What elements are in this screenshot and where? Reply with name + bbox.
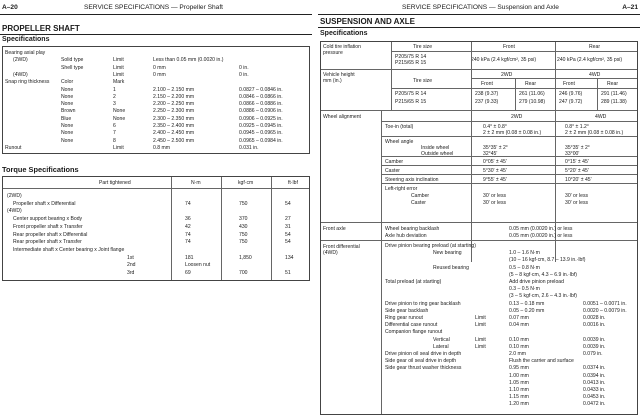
diff-limit: Limit — [475, 343, 486, 350]
diff-metric: (10 – 16 kgf·cm, 8.7 – 13.9 in.·lbf) — [509, 257, 586, 264]
torque-table — [2, 176, 310, 281]
diff-limit: Limit — [475, 322, 486, 329]
alignment-2wd: 32°45' — [483, 151, 498, 157]
vehicle-height-label: Vehicle height — [323, 72, 355, 78]
spec-limit: 1 — [113, 86, 116, 93]
diff-imperial: 0.0472 in. — [583, 401, 606, 408]
torque-title: Torque Specifications — [2, 165, 79, 174]
alignment-item: Steering axis inclination — [385, 177, 439, 183]
diff-imperial: 0.079 in. — [583, 351, 603, 357]
alignment-4wd: 2 ± 2 mm (0.08 ± 0.08 in.) — [565, 130, 624, 136]
torque-kgf: 1,850 — [239, 254, 252, 261]
spec-type: None — [61, 93, 74, 100]
diff-item: Vertical — [433, 336, 450, 343]
alignment-4wd: 5°20' ± 45' — [565, 168, 589, 174]
diff-limit: Limit — [475, 336, 486, 343]
diff-item: Side gear thrust washer thickness — [385, 365, 462, 372]
height-2wd-front: 237 (9.33) — [475, 99, 499, 105]
torque-ftlbf: 27 — [285, 216, 291, 223]
spec-metric: 2.250 – 2.300 mm — [153, 108, 195, 115]
diff-item: New bearing — [433, 250, 462, 257]
spec-metric: 2.300 – 2.350 mm — [153, 115, 195, 122]
left-page — [0, 0, 312, 416]
diff-metric: 0.10 mm — [509, 336, 529, 343]
spec-imperial: 0.0886 – 0.0906 in. — [239, 108, 283, 115]
col-kgf: kgf·cm — [238, 180, 254, 186]
alignment-item: Camber — [411, 193, 430, 199]
alignment-4wd: 30' or less — [565, 193, 589, 199]
diff-metric: 1.20 mm — [509, 401, 529, 408]
diff-limit: Limit — [475, 315, 486, 321]
torque-nm: 181 — [185, 254, 194, 261]
diff-metric: 0.10 mm — [509, 343, 529, 350]
alignment-item: Outside wheel — [421, 151, 454, 157]
diff-item: Total preload (at starting) — [385, 279, 442, 285]
spec-metric: Less than 0.05 mm (0.0020 in.) — [153, 57, 224, 64]
spec-limit: 8 — [113, 137, 116, 144]
torque-nm: Loosen nut — [185, 262, 211, 269]
spec-label: (2WD) — [13, 57, 28, 64]
spec-imperial: 0.0906 – 0.0925 in. — [239, 115, 283, 122]
page-number: A–20 — [2, 4, 18, 11]
spec-metric: 2.150 – 2.200 mm — [153, 93, 195, 100]
diff-metric: (3 – 5 kgf·cm, 2.6 – 4.3 in.·lbf) — [509, 293, 577, 300]
spec-metric: 2.100 – 2.150 mm — [153, 86, 195, 93]
alignment-item: Wheel angle — [385, 139, 414, 145]
torque-part: Rear propeller shaft x Transfer — [13, 239, 82, 246]
front-pressure: 240 kPa (2.4 kgf/cm², 35 psi) — [471, 57, 537, 63]
diff-item: Companion flange runout — [385, 329, 443, 336]
torque-part: Front propeller shaft x Transfer — [13, 223, 83, 230]
suspension-spec-table: Cold tire inflation pressure Tire size Front Rear P205/75 R 14 P215/65 R 15 240 kPa (2.4 kgf/cm², 35 psi) 240 kPa (2.4 kgf/cm², 35 psi) Vehicle height mm (in.) Tire size 2WD 4WD Front Rear Front Rear P205/75 R 14 238 (9.37) 261 (11.06) 246 (9.76) 291 (11.46) P215/65 R 15 237 (9.33) 279 (10.98) 247 (9.72) 289 (11.38) Wheel alignment 2WD 4WD Toe-in (total) 0.4° ± 0.8° 0.8° ± 1.2° 2 ± 2 mm (0.08 ± 0.08 in.) 2 ± 2 mm (0.08 ± 0.08 in.) Wheel angle Inside wheel 35°35' ± 2° 35°35' ± 2° Outside wheel 32°45' 33°00' Camber 0°05' ± 45' 0°15' ± 45' Caster 5°30' ± 45' 5°20' ± 45' Steering axis inclination 9°55' ± 45' 10°20' ± 45' Left-right error Camber 30' or less 30' or less Caster 30' or less 30' or less Front axle Wheel bearing backlash 0.05 mm (0.0020 in.) or less Axle hub deviation 0.05 mm (0.0020 in.) or less Front differential (4WD) Drive pinion bearing preload (at starting) New bearing 1.0 – 1.6 N·m (10 – 16 kgf·cm, 8.7 – 13.9 in.·lbf) Reused bearing 0.5 – 0.8 N·m (5 – 8 kgf·cm, 4.3 – 6.9 in.·lbf) Total preload (at starting) Add drive pinion preload 0.3 – 0.5 N·m (3 – 5 kgf·cm, 2.6 – 4.3 in.·lbf) Drive pinion to ring gear backlash 0.13 – 0.18 mm 0.0051 – 0.0071 in. Side gear backlash 0.05 – 0.20 mm 0.0020 – 0.0079 in. Ring gear runout Limit 0.07 mm 0.0028 in. Differential case runout Limit 0.04 mm 0.0016 in. Companion flange runout Vertical Limit 0.10 mm 0.0039 in. Lateral Limit 0.10 mm 0.0039 in. Drive pinion oil seal drive in depth 2.0 mm 0.079 in. Side gear oil seal drive in depth Flush the carrier and surface Side gear thrust washer thickness 0.95 mm 0.0374 in. 1.00 mm 0.0394 in. 1.05 mm 0.0413 in. 1.10 mm 0.0433 in. 1.15 mm 0.0453 in. 1.20 mm 0.0472 in. — [320, 41, 638, 415]
torque-ftlbf: 54 — [285, 231, 291, 238]
diff-item: Reused bearing — [433, 264, 469, 271]
alignment-4wd: 10°20' ± 45' — [565, 177, 592, 183]
torque-ftlbf: 51 — [285, 270, 291, 276]
section-title: SUSPENSION AND AXLE — [320, 17, 415, 26]
spec-label: Runout — [5, 144, 22, 151]
front-diff-label: Front differential — [323, 244, 360, 250]
torque-ftlbf: 134 — [285, 254, 294, 261]
axle-value: 0.05 mm (0.0020 in.) or less — [509, 233, 573, 239]
header-rule — [318, 14, 640, 15]
diff-metric: 0.5 – 0.8 N·m — [509, 264, 540, 271]
diff-imperial: 0.0394 in. — [583, 372, 606, 379]
diff-metric: 2.0 mm — [509, 351, 526, 357]
diff-metric: Add drive pinion preload — [509, 279, 564, 285]
spec-limit: None — [113, 108, 126, 115]
diff-metric: 0.05 – 0.20 mm — [509, 307, 545, 314]
torque-kgf: 370 — [239, 216, 248, 223]
diff-metric: 0.95 mm — [509, 365, 529, 372]
diff-imperial: 0.0433 in. — [583, 387, 606, 393]
torque-part: 2nd — [127, 262, 136, 269]
diff-metric: Flush the carrier and surface — [509, 358, 574, 365]
alignment-4wd: 33°00' — [565, 151, 580, 157]
tire-size-head: Tire size — [413, 44, 433, 50]
alignment-4wd: 30' or less — [565, 200, 589, 206]
torque-part: 3rd — [127, 270, 135, 276]
alignment-4wd: 35°35' ± 2° — [565, 145, 590, 151]
alignment-2wd: 5°30' ± 45' — [483, 168, 507, 174]
spec-metric: 0 mm — [153, 71, 166, 78]
height-2wd-rear: 261 (11.06) — [519, 91, 545, 97]
spec-imperial: 0.0827 – 0.0846 in. — [239, 86, 283, 93]
running-header: SERVICE SPECIFICATIONS — Suspension and Axle — [402, 4, 559, 11]
height-tire-size: P205/75 R 14 — [395, 91, 427, 97]
diff-imperial: 0.0374 in. — [583, 365, 606, 372]
diff-item: Drive pinion bearing preload (at starting) — [385, 243, 476, 249]
torque-kgf: 700 — [239, 270, 248, 276]
diff-imperial: 0.0039 in. — [583, 343, 606, 350]
spec-type: Shell type — [61, 64, 84, 71]
torque-part: Intermediate shaft x Center bearing x Joint flange — [13, 246, 125, 253]
diff-item: Ring gear runout — [385, 315, 423, 321]
alignment-4wd: 0°15' ± 45' — [565, 159, 589, 165]
front-axle-label: Front axle — [323, 226, 346, 232]
torque-kgf: 430 — [239, 223, 248, 230]
diff-imperial: 0.0051 – 0.0071 in. — [583, 300, 627, 307]
spec-imperial: 0.0945 – 0.0965 in. — [239, 130, 283, 137]
alignment-item: Left-right error — [385, 186, 418, 192]
spec-limit: Mark — [113, 79, 125, 86]
alignment-item: Caster — [385, 168, 401, 174]
diff-item: Drive pinion to ring gear backlash — [385, 300, 461, 307]
diff-imperial: 0.0020 – 0.0079 in. — [583, 307, 627, 314]
diff-metric: 1.05 mm — [509, 379, 529, 386]
height-2wd-front: 238 (9.37) — [475, 91, 499, 97]
diff-imperial: 0.0016 in. — [583, 322, 606, 329]
spec-imperial: 0.0846 – 0.0866 in. — [239, 93, 283, 100]
torque-nm: 36 — [185, 216, 191, 223]
spec-metric: 2.400 – 2.450 mm — [153, 130, 195, 137]
alignment-2wd: 0°05' ± 45' — [483, 159, 507, 165]
spec-type: Brown — [61, 108, 76, 115]
alignment-item: Camber — [385, 159, 404, 165]
spec-metric: 2.200 – 2.250 mm — [153, 101, 195, 108]
col-part: Part tightened — [99, 180, 131, 186]
diff-metric: 0.07 mm — [509, 315, 529, 321]
spec-limit: 6 — [113, 123, 116, 129]
axle-item: Axle hub deviation — [385, 233, 427, 239]
section-rule — [0, 34, 312, 35]
diff-item: Side gear oil seal drive in depth — [385, 358, 457, 365]
spec-limit: None — [113, 115, 126, 122]
diff-imperial: 0.0413 in. — [583, 379, 606, 386]
torque-part: 1st — [127, 254, 134, 261]
spec-type: None — [61, 123, 74, 129]
rear-head: Rear — [589, 44, 601, 50]
spec-type: Color — [61, 79, 74, 86]
height-4wd-front: 247 (9.72) — [559, 99, 583, 105]
torque-nm: 69 — [185, 270, 191, 276]
height-tire-size: P215/65 R 15 — [395, 99, 427, 105]
torque-ftlbf: 54 — [285, 200, 291, 207]
spec-imperial: 0 in. — [239, 64, 249, 71]
col-ftlbf: ft·lbf — [288, 180, 298, 186]
spec-limit: Limit — [113, 71, 124, 78]
spec-imperial: 0 in. — [239, 71, 249, 78]
cold-tire-label: Cold tire inflation — [323, 44, 361, 50]
torque-part: (2WD) — [7, 193, 22, 199]
torque-ftlbf: 31 — [285, 223, 291, 230]
diff-item: Differential case runout — [385, 322, 438, 329]
alignment-2wd: 2 ± 2 mm (0.08 ± 0.08 in.) — [483, 130, 542, 136]
spec-imperial: 0.0965 – 0.0984 in. — [239, 137, 283, 144]
spec-metric: 0.8 mm — [153, 144, 170, 151]
section-title: PROPELLER SHAFT — [2, 24, 80, 33]
running-header: SERVICE SPECIFICATIONS — Propeller Shaft — [84, 4, 223, 11]
spec-type: None — [61, 137, 74, 144]
diff-metric: 0.3 – 0.5 N·m — [509, 286, 540, 293]
torque-nm: 74 — [185, 239, 191, 246]
alignment-2wd: 35°35' ± 2° — [483, 145, 508, 151]
torque-nm: 42 — [185, 223, 191, 230]
spec-limit: Limit — [113, 64, 124, 71]
diff-item: Lateral — [433, 343, 449, 350]
spec-metric: 0 mm — [153, 64, 166, 71]
axle-item: Wheel bearing backlash — [385, 226, 440, 232]
front-head: Front — [503, 44, 515, 50]
torque-part: Rear propeller shaft x Differential — [13, 231, 88, 238]
diff-item: Drive pinion oil seal drive in depth — [385, 351, 462, 357]
spec-imperial: 0.031 in. — [239, 144, 259, 151]
spec-limit: 3 — [113, 101, 116, 108]
wheel-alignment-label: Wheel alignment — [323, 114, 361, 120]
spec-table — [2, 46, 310, 154]
right-page — [318, 0, 640, 416]
spec-type: None — [61, 86, 74, 93]
torque-part: Center support bearing x Body — [13, 216, 83, 223]
alignment-item: Inside wheel — [421, 145, 450, 151]
diff-metric: 1.0 – 1.6 N·m — [509, 250, 540, 257]
right-page-header — [318, 4, 640, 14]
diff-item: Side gear backlash — [385, 307, 429, 314]
alignment-2wd: 0.4° ± 0.8° — [483, 124, 507, 130]
col-nm: N·m — [191, 180, 201, 186]
spec-metric: 2.350 – 2.400 mm — [153, 123, 195, 129]
left-page-header — [0, 4, 312, 14]
alignment-4wd: 0.8° ± 1.2° — [565, 124, 589, 130]
height-4wd-front: 246 (9.76) — [559, 91, 583, 97]
spec-type: None — [61, 101, 74, 108]
diff-imperial: 0.0039 in. — [583, 336, 606, 343]
alignment-2wd: 30' or less — [483, 200, 507, 206]
torque-ftlbf: 54 — [285, 239, 291, 246]
spec-imperial: 0.0925 – 0.0945 in. — [239, 123, 283, 129]
alignment-item: Toe-in (total) — [385, 124, 414, 130]
spec-metric: 2.450 – 2.500 mm — [153, 137, 195, 144]
torque-nm: 74 — [185, 200, 191, 207]
diff-metric: 1.00 mm — [509, 372, 529, 379]
torque-part: (4WD) — [7, 208, 22, 215]
alignment-2wd: 30' or less — [483, 193, 507, 199]
header-rule — [0, 14, 312, 15]
spec-title: Specifications — [320, 30, 368, 37]
spec-title: Specifications — [2, 36, 50, 43]
spec-limit: 7 — [113, 130, 116, 137]
spec-limit: Limit — [113, 144, 124, 151]
alignment-2wd: 9°55' ± 45' — [483, 177, 507, 183]
torque-nm: 74 — [185, 231, 191, 238]
torque-kgf: 750 — [239, 231, 248, 238]
diff-imperial: 0.0453 in. — [583, 394, 606, 401]
spec-limit: Limit — [113, 57, 124, 64]
height-4wd-rear: 289 (11.38) — [601, 99, 627, 105]
section-rule — [318, 27, 640, 28]
diff-metric: 1.10 mm — [509, 387, 529, 393]
torque-part: Propeller shaft x Differential — [13, 200, 76, 207]
page-number: A–21 — [622, 4, 638, 11]
spec-imperial: 0.0866 – 0.0886 in. — [239, 101, 283, 108]
axle-value: 0.05 mm (0.0020 in.) or less — [509, 226, 573, 232]
diff-metric: 0.04 mm — [509, 322, 529, 329]
diff-metric: 0.13 – 0.18 mm — [509, 300, 545, 307]
spec-limit: 2 — [113, 93, 116, 100]
height-2wd-rear: 279 (10.98) — [519, 99, 546, 105]
spec-label: Snap ring thickness — [5, 79, 50, 86]
height-4wd-rear: 291 (11.46) — [601, 91, 627, 97]
spec-type: Solid type — [61, 57, 84, 64]
diff-imperial: 0.0028 in. — [583, 315, 606, 321]
rear-pressure: 240 kPa (2.4 kgf/cm², 35 psi) — [557, 57, 623, 63]
spec-label: (4WD) — [13, 71, 28, 78]
spec-type: None — [61, 130, 74, 137]
spec-type: Blue — [61, 115, 72, 122]
diff-metric: (5 – 8 kgf·cm, 4.3 – 6.9 in.·lbf) — [509, 271, 577, 278]
torque-kgf: 750 — [239, 239, 248, 246]
spec-label: Bearing axial play — [5, 50, 46, 56]
torque-kgf: 750 — [239, 200, 248, 207]
alignment-item: Caster — [411, 200, 427, 206]
diff-metric: 1.15 mm — [509, 394, 529, 401]
